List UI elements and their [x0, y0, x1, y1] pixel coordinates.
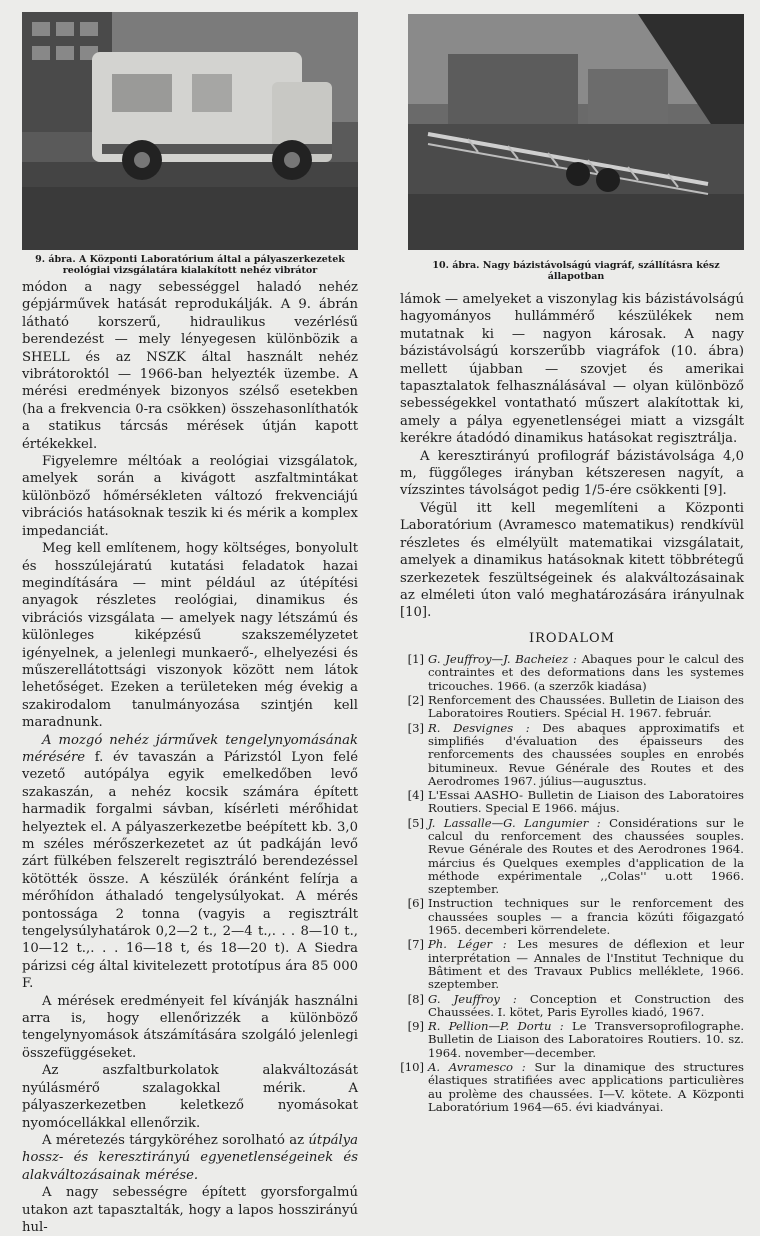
reference-item: [400, 1061, 744, 1114]
reference-text: J. Lassalle—G. Langumier : Considérations sur le calcul du renforcement des chaussées souples. Revue Générale des Routes et des Aerodrones 1964. március és Quelques exemples d'application de la méthode expérimentale ,,Colas'' u.ott 1966. szeptember.: [428, 815, 745, 897]
figure-9-caption: 9. ábra. A Központi Laboratórium által a pályaszerkezetek reológiai vizsgálatára kialakított nehéz vibrátor: [35, 254, 345, 277]
reference-item: [400, 694, 744, 721]
reference-item: [400, 817, 744, 897]
reference-text: Renforcement des Chaussées. Bulletin de Liaison des Laboratoires Routiers. Spécial H. 1967. február.: [428, 693, 744, 721]
reference-text: R. Pellion—P. Dortu : Le Transversoprofilographe. Bulletin de Liaison des Laboratoires Routiers. 10. sz. 1964. november—december.: [428, 1019, 745, 1060]
reference-author: R. Pellion—P. Dortu :: [428, 1019, 564, 1034]
paragraph: Figyelemre méltóak a reológiai vizsgálatok, amelyek során a kivágott aszfaltmintákat különböző hőmérsékleten változó frekvenciájú vibrációs hatásoknak teszik ki és mérik a komplex impedanciát.: [22, 454, 358, 539]
reference-number: [8]: [407, 991, 424, 1006]
italic-term: útpálya hossz- és keresztirányú egyenetlenségeinek és alakváltozásainak mérése.: [22, 1132, 358, 1183]
reference-number: [9]: [407, 1019, 424, 1034]
reference-number: [4]: [407, 788, 424, 803]
reference-number: [3]: [407, 720, 424, 735]
reference-author: G. Jeuffroy—J. Bacheiez :: [428, 652, 577, 667]
reference-author: J. Lassalle—G. Langumier :: [428, 815, 601, 830]
reference-author: G. Jeuffroy :: [428, 991, 517, 1006]
italic-term: A mozgó nehéz járművek tengelynyomásának mérésére: [22, 732, 358, 765]
reference-text: G. Jeuffroy : Conception et Construction des Chaussées. I. kötet, Paris Eyrolles kiadó, 1967.: [428, 991, 744, 1019]
paragraph: módon a nagy sebességgel haladó nehéz gépjárművek hatását reprodukálják. A 9. ábrán látható korszerű, hidraulikus vezérlésű berendezést — mely lényegesen különbözik a SHELL és az NSZK által használt nehéz vibrátoroktól — 1966-ban helyezték üzembe. A mérési eredmények bizonyos szélső esetekben (ha a frekvencia 0-ra csökken) összehasonlíthatók a statikus tárcsás mérések útján kapott értékekkel.: [22, 280, 358, 452]
reference-item: [400, 789, 744, 816]
references-heading: IRODALOM: [529, 630, 615, 646]
paragraph: Végül itt kell megemlíteni a Központi Laboratórium (Avramesco matematikus) rendkívül részletes és elmélyült matematikai vizsgálatait, amelyek a dinamikus hatásoknak kitett többrétegű szerkezetek feszültségeinek és alakváltozásainak az elméleti úton való meghatározására irányulnak [10].: [400, 500, 744, 621]
reference-item: [400, 722, 744, 788]
paragraph: A mérések eredményeit fel kívánják használni arra is, hogy ellenőrizzék a különböző tengelynyomások átszámítására szolgáló jelenlegi összefüggéseket.: [22, 993, 358, 1061]
figure-10-photo: [408, 14, 744, 250]
reference-text: A. Avramesco : Sur la dinamique des structures élastiques stratifiées avec applications particulières au prolème des chaussées. I—V. kötete. A Központi Laboratórium 1964—65. évi kiadványai.: [428, 1060, 744, 1114]
reference-item: [400, 993, 744, 1020]
reference-number: [1]: [407, 652, 424, 667]
reference-text: R. Desvignes : Des abaques approximatifs et simplifiés d'évaluation des épaisseurs des renforcements des chaussées souples en enrobés bitumineux. Revue Générale des Routes et des Aerodromes 1967. július—augusztus.: [428, 720, 744, 788]
reference-item: [400, 653, 744, 693]
paragraph-text: A méretezés tárgyköréhez sorolható az: [42, 1132, 309, 1148]
reference-text: L'Essai AASHO- Bulletin de Liaison des Laboratoires Routiers. Special E 1966. május.: [428, 788, 744, 816]
figure-10-caption: 10. ábra. Nagy bázistávolságú viagráf, szállításra kész állapotban: [432, 260, 720, 283]
reference-item: [400, 938, 744, 991]
paragraph: A nagy sebességre épített gyorsforgalmú utakon azt tapasztalták, hogy a lapos hosszirányú hul-: [22, 1185, 358, 1235]
reference-number: [7]: [407, 937, 424, 952]
paragraph: Meg kell említenem, hogy költséges, bonyolult és hosszúlejáratú kutatási feladatok hazai megindítására — mint például az útépítési anyagok részletes reológiai, dinamikus és vibrációs vizsgálata — amelyek nagy létszámú és különleges kiképzésű szakszemélyzetet igényelnek, a jelenlegi munkaerő-, elhelyezési és műszerellátottsági viszonyok között nem látok lehetőséget. Ezeken a területeken még évekig a szakirodalom tanulmányozása szintjén kell maradnunk.: [22, 541, 358, 731]
references-list: [400, 653, 744, 1114]
reference-text: Instruction techniques sur le renforcement des chaussées souples — a francia közúti főigazgató 1965. decemberi körrendelete.: [428, 896, 744, 938]
paragraph-text: f. év tavaszán a Párizstól Lyon felé vezető autópálya egyik emelkedőben levő szakaszán, a nehéz kocsik számára épített harmadik forgalmi sávban, kísérleti mérőhidat helyeztek el. A pályaszerkezetbe beépített kb. 3,0 m széles mérőszerkezetet az út padkáján levő zárt fülkében felszerelt regisztráló berendezéssel kötötték össze. A készülék óránként felírja a mérőhídon áthaladó tengelysúlyokat. A mérés pontossága 2 tonna (vagyis a regisztrált tengelysúlyhatárok 0,2—2 t., 2—4 t.,. . . 8—10 t., 10—12 t.,. . . 16—18 t, és 18—20 t). A Siedra párizsi cég által kivitelezett prototípus ára 85 000 F.: [22, 749, 358, 992]
reference-number: [10]: [400, 1060, 424, 1075]
reference-text: Ph. Léger : Les mesures de déflexion et leur interprétation — Annales de l'Institut Technique du Bâtiment et des Travaux Publics melléklete, 1966. szeptember.: [428, 937, 744, 992]
paragraph: [22, 1132, 358, 1184]
reference-text: G. Jeuffroy—J. Bacheiez : Abaques pour le calcul des contraintes et des deformations dans les systemes tricouches. 1966. (a szerzők kiadása): [428, 652, 744, 693]
left-column: [22, 279, 358, 1236]
reference-number: [2]: [407, 693, 424, 708]
reference-author: A. Avramesco :: [428, 1060, 526, 1075]
reference-author: R. Desvignes :: [428, 720, 530, 735]
reference-author: Ph. Léger :: [428, 937, 507, 952]
paragraph: A keresztirányú profilográf bázistávolsága 4,0 m, függőleges irányban kétszeresen nagyít, a vízszintes távolságot pedig 1/5-ére csökkenti [9].: [400, 448, 744, 499]
reference-number: [5]: [407, 815, 424, 830]
paragraph: [22, 732, 358, 993]
figure-9-photo: [22, 12, 358, 250]
reference-item: [400, 897, 744, 937]
paragraph: Az aszfaltburkolatok alakváltozását nyúlásmérő szalagokkal mérik. A pályaszerkezetben keletkező nyomásokat nyomócellákkal ellenőrzik.: [22, 1063, 358, 1131]
right-column: [400, 291, 744, 1115]
reference-number: [6]: [407, 896, 424, 911]
reference-item: [400, 1020, 744, 1060]
paragraph: lámok — amelyeket a viszonylag kis bázistávolságú hagyományos hullámmérő készülékek nem mutatnak ki — nagyon károsak. A nagy bázistávolságú korszerűbb viagráfok (10. ábra) mellett újabban — szovjet és amerikai tapasztalatok felhasználásával — olyan különböző sebességekkel vontatható műszert alakítottak ki, amely a pálya egyenetlenségei miatt a vizsgált kerékre átadódó dinamikus hatásokat regisztrálja.: [400, 292, 744, 447]
